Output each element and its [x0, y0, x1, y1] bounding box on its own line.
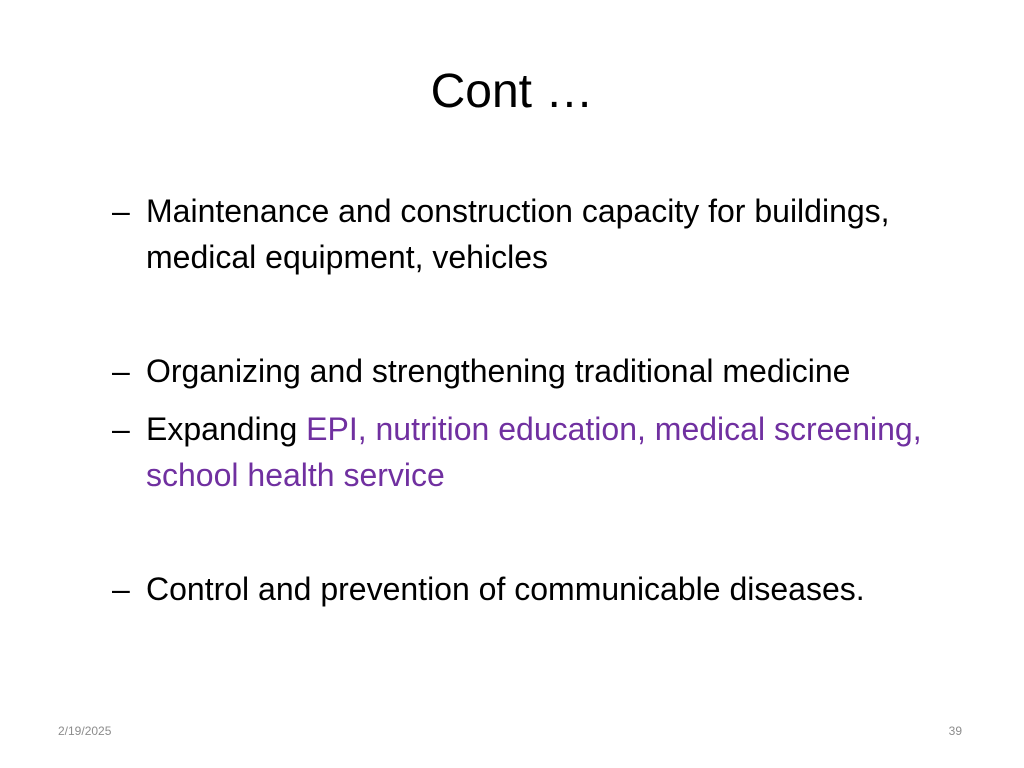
bullet-text: Maintenance and construction capacity for buildings, medical equipment, vehicles [146, 193, 890, 275]
bullet-item-expanding [112, 406, 992, 498]
bullet-dash: – [112, 353, 130, 389]
bullet-text: Organizing and strengthening traditional medicine [146, 353, 851, 389]
bullet-text-lead: Expanding [146, 411, 307, 447]
bullet-dash: – [112, 571, 130, 607]
bullet-text-highlight: EPI, nutrition education, medical screening, school health service [146, 411, 922, 493]
footer-page-number: 39 [948, 724, 962, 738]
bullet-item-maintenance [112, 188, 992, 280]
footer-date: 2/19/2025 [58, 724, 112, 738]
bullet-dash: – [112, 193, 130, 229]
bullet-item-communicable-diseases [112, 566, 992, 612]
bullet-list [112, 188, 992, 612]
bullet-text: Control and prevention of communicable diseases. [146, 571, 865, 607]
slide-title: Cont … [430, 65, 594, 118]
bullet-item-traditional-medicine [112, 348, 992, 394]
bullet-dash: – [112, 411, 130, 447]
